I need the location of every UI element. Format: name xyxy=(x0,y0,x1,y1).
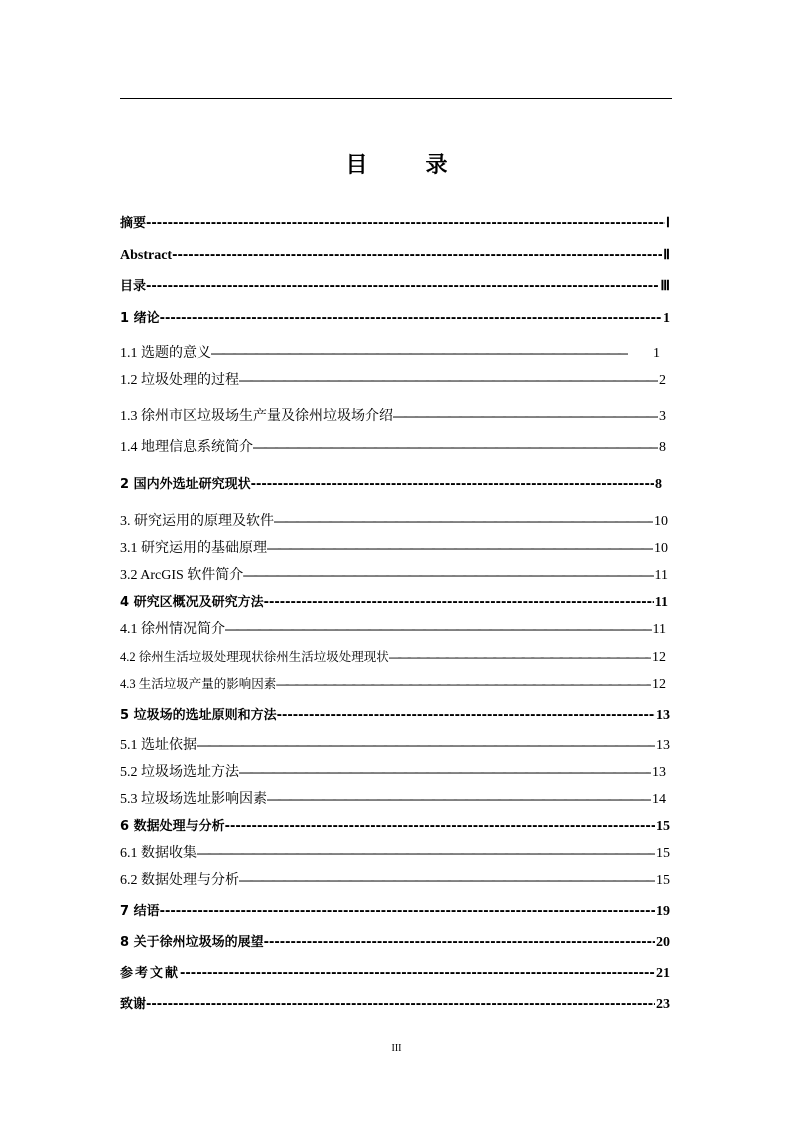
toc-entry-page: 21 xyxy=(656,966,670,981)
toc-entry-label: 1.2 垃圾处理的过程 xyxy=(120,373,239,388)
toc-entry-page: 10 xyxy=(654,541,668,556)
toc-leader xyxy=(197,844,655,864)
toc-entry[interactable] xyxy=(120,344,670,364)
toc-entry-page: 8 xyxy=(655,477,662,492)
toc-leader xyxy=(146,277,659,297)
toc-entry-label: 6.1 数据收集 xyxy=(120,846,197,861)
toc-leader xyxy=(389,647,651,667)
toc-entry-page: 3 xyxy=(659,409,666,424)
toc-entry-label: 3.2 ArcGIS 软件简介 xyxy=(120,568,244,583)
toc-entry[interactable] xyxy=(120,438,670,458)
toc-entry[interactable] xyxy=(120,407,670,427)
toc-entry[interactable] xyxy=(120,475,670,495)
toc-leader xyxy=(146,214,665,234)
toc-entry[interactable] xyxy=(120,817,670,837)
toc-entry-label: 4 研究区概况及研究方法 xyxy=(120,595,264,610)
page-number: III xyxy=(391,1043,402,1054)
toc-entry-label: 8 关于徐州垃圾场的展望 xyxy=(120,935,264,950)
toc-entry-label: 5 垃圾场的选址原则和方法 xyxy=(120,708,277,723)
toc-entry[interactable] xyxy=(120,933,670,953)
toc-entry-label: 3.1 研究运用的基础原理 xyxy=(120,541,267,556)
toc-leader xyxy=(172,246,662,266)
toc-entry-page: 10 xyxy=(654,514,668,529)
toc-leader xyxy=(264,593,654,613)
toc-entry[interactable] xyxy=(120,566,670,586)
toc-entry-label: 5.1 选址依据 xyxy=(120,738,197,753)
toc-entry-page: 15 xyxy=(656,819,670,834)
toc-entry-page: Ⅲ xyxy=(660,279,670,294)
toc-entry[interactable] xyxy=(120,674,670,694)
toc-leader xyxy=(225,817,655,837)
toc-leader xyxy=(267,539,653,559)
toc-leader xyxy=(267,790,651,810)
toc-entry[interactable] xyxy=(120,763,670,783)
toc-leader xyxy=(225,620,652,640)
toc-entry-label: 1.4 地理信息系统简介 xyxy=(120,440,253,455)
toc-entry[interactable] xyxy=(120,995,670,1015)
toc-entry[interactable] xyxy=(120,539,670,559)
toc-entry[interactable] xyxy=(120,593,670,613)
toc-entry[interactable] xyxy=(120,706,670,726)
toc-entry-page: 1 xyxy=(653,346,660,361)
toc-entry-label: 6 数据处理与分析 xyxy=(120,819,225,834)
toc-entry-page: 23 xyxy=(656,997,670,1012)
toc-entry-label: 目录 xyxy=(120,279,147,294)
toc-entry-label: 摘要 xyxy=(120,216,147,231)
toc-leader xyxy=(239,871,655,891)
toc-leader xyxy=(253,438,658,458)
toc-entry-page: 11 xyxy=(652,622,666,637)
toc-leader xyxy=(160,902,655,922)
toc-entry-page: 11 xyxy=(654,595,668,610)
toc-entry-page: 15 xyxy=(656,873,670,888)
toc-entry-label: 4.2 徐州生活垃圾处理现状徐州生活垃圾处理现状 xyxy=(120,650,389,664)
toc-entry-label: 6.2 数据处理与分析 xyxy=(120,873,239,888)
toc-entry-label: 1.1 选题的意义 xyxy=(120,346,211,361)
toc-entry[interactable] xyxy=(120,371,670,391)
toc-entry-page: 13 xyxy=(656,708,670,723)
toc-entry-label: 4.3 生活垃圾产量的影响因素 xyxy=(120,677,277,691)
toc-leader xyxy=(197,736,655,756)
toc-leader xyxy=(180,964,655,984)
toc-leader xyxy=(393,407,658,427)
toc-leader xyxy=(264,933,655,953)
toc-entry-label: 5.3 垃圾场选址影响因素 xyxy=(120,792,267,807)
toc-leader xyxy=(160,309,662,329)
toc-entry[interactable] xyxy=(120,277,670,297)
toc-entry-page: 11 xyxy=(654,568,668,583)
toc-leader xyxy=(239,371,658,391)
toc-entry-page: 8 xyxy=(659,440,666,455)
toc-entry[interactable] xyxy=(120,964,670,984)
header-rule xyxy=(120,98,672,99)
toc-entry[interactable] xyxy=(120,902,670,922)
toc-leader xyxy=(276,674,651,694)
toc-leader xyxy=(243,566,653,586)
toc-entry-page: Ⅰ xyxy=(665,216,670,231)
toc-entry[interactable] xyxy=(120,790,670,810)
toc-leader xyxy=(277,706,655,726)
toc-entry-label: 1.3 徐州市区垃圾场生产量及徐州垃圾场介绍 xyxy=(120,409,393,424)
toc-entry-page: 14 xyxy=(652,792,666,807)
toc-entry-page: 20 xyxy=(656,935,670,950)
toc-entry-label: 4.1 徐州情况简介 xyxy=(120,622,225,637)
toc-leader xyxy=(239,763,651,783)
toc-entry-page: 2 xyxy=(659,373,666,388)
toc-entry[interactable] xyxy=(120,736,670,756)
toc-entry-page: Ⅱ xyxy=(663,248,670,263)
toc-entry-label: 参考文献 xyxy=(120,966,181,981)
toc-entry-label: 2 国内外选址研究现状 xyxy=(120,477,251,492)
toc-entry-label: 5.2 垃圾场选址方法 xyxy=(120,765,239,780)
toc-entry[interactable] xyxy=(120,214,670,234)
toc-entry-label: 1 绪论 xyxy=(120,311,160,326)
toc-entry-page: 12 xyxy=(652,677,666,692)
toc-entry-label: 7 结语 xyxy=(120,904,160,919)
toc-leader xyxy=(251,475,654,495)
toc-entry-page: 19 xyxy=(656,904,670,919)
toc-entry[interactable] xyxy=(120,620,670,640)
toc-entry-page: 13 xyxy=(656,738,670,753)
toc-entry-label: 3. 研究运用的原理及软件 xyxy=(120,514,274,529)
toc-entry[interactable] xyxy=(120,647,670,667)
toc-entry-page: 12 xyxy=(652,650,666,665)
toc-entry[interactable] xyxy=(120,844,670,864)
toc-entry-page: 15 xyxy=(656,846,670,861)
toc-leader xyxy=(211,344,628,364)
toc-leader xyxy=(146,995,655,1015)
toc-leader xyxy=(274,512,653,532)
toc-entry[interactable] xyxy=(120,512,670,532)
toc-entry[interactable] xyxy=(120,246,670,266)
toc-entry[interactable] xyxy=(120,309,670,329)
page-title: 目 录 xyxy=(345,153,466,178)
toc-entry-page: 13 xyxy=(652,765,666,780)
toc-entry-label: Abstract xyxy=(120,248,173,263)
toc-entry[interactable] xyxy=(120,871,670,891)
toc-entry-label: 致谢 xyxy=(120,997,147,1012)
toc-entry-page: 1 xyxy=(663,311,670,326)
